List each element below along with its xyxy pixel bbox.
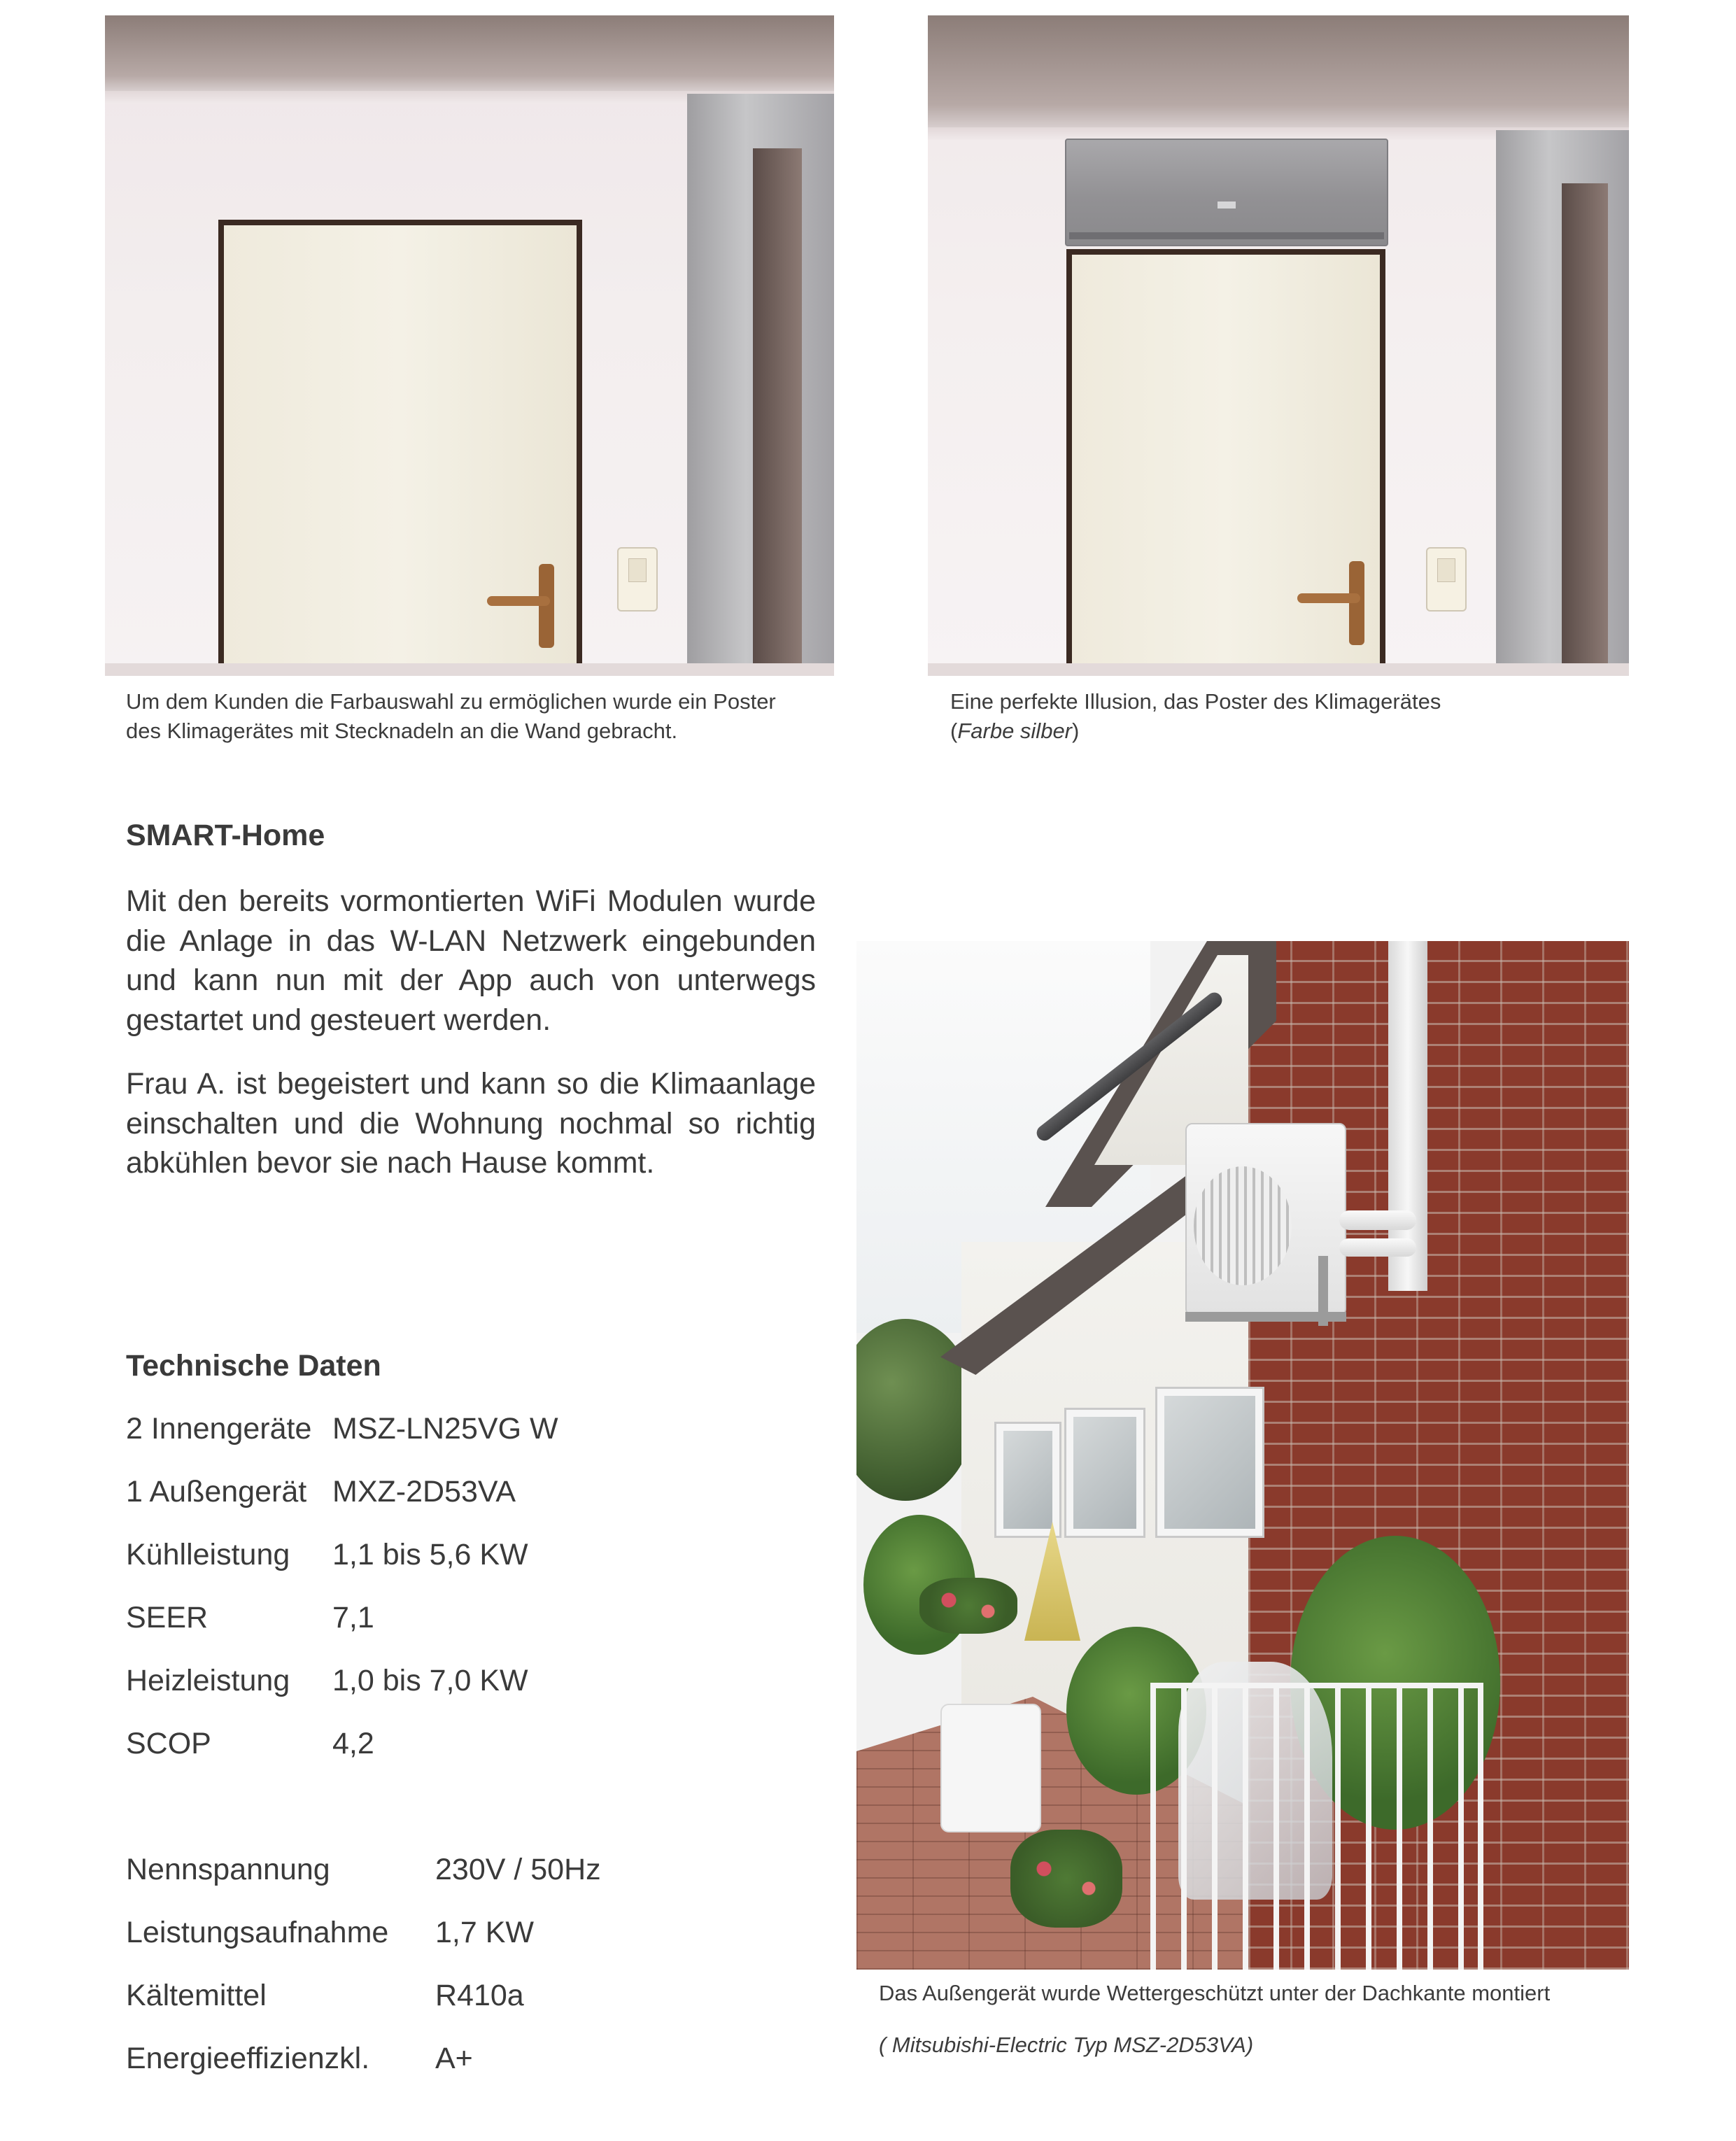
photo-wall-with-ac-poster — [928, 15, 1629, 676]
spec-value: MXZ-2D53VA — [332, 1475, 516, 1508]
spec-value: 1,7 KW — [435, 1916, 534, 1949]
caption-photo3-line2: ( Mitsubishi-Electric Typ MSZ-2D53VA) — [879, 2033, 1254, 2057]
spec-label: 1 Außengerät — [126, 1475, 307, 1508]
spec-value: MSZ-LN25VG W — [332, 1412, 558, 1446]
caption-photo2-line2 — [950, 716, 1441, 746]
window — [996, 1424, 1059, 1536]
door-handle-plate — [1349, 561, 1364, 645]
caption-photo2-paren-close: ) — [1072, 719, 1080, 743]
photo-outdoor-unit-house — [856, 941, 1629, 1970]
spec-label: Kältemittel — [126, 1979, 267, 2012]
caption-photo2-line1: Eine perfekte Illusion, das Poster des Klimagerätes — [950, 689, 1441, 714]
caption-photo1-line1: Um dem Kunden die Farbauswahl zu ermöglichen wurde ein Poster — [126, 689, 776, 714]
garden-chair — [940, 1704, 1041, 1832]
technical-data-heading: Technische Daten — [126, 1349, 381, 1383]
adjacent-doorway — [753, 148, 802, 676]
spec-label: SEER — [126, 1601, 209, 1634]
spec-label: Leistungsaufnahme — [126, 1916, 389, 1949]
light-switch — [1426, 547, 1467, 612]
ceiling — [105, 15, 834, 91]
flower-box — [919, 1578, 1017, 1634]
door-handle — [487, 596, 550, 606]
caption-photo2 — [950, 687, 1441, 746]
spec-label: Heizleistung — [126, 1664, 290, 1697]
ac-air-outlet — [1069, 232, 1384, 239]
door-handle-plate — [539, 564, 554, 648]
ac-logo — [1218, 202, 1236, 209]
window — [1157, 1389, 1262, 1536]
window — [1066, 1410, 1143, 1536]
spec-label: Kühlleistung — [126, 1538, 290, 1571]
wall-bracket — [1318, 1256, 1328, 1326]
spec-value: 4,2 — [332, 1727, 374, 1760]
caption-photo2-paren-open: ( — [950, 719, 958, 743]
smart-home-paragraph-2: Frau A. ist begeistert und kann so die Klimaanlage einschalten und die Wohnung nochmal so richtig abkühlen bevor sie nach Hause kommt. — [126, 1067, 816, 1180]
caption-photo1 — [126, 687, 776, 746]
spec-value: 1,1 bis 5,6 KW — [332, 1538, 528, 1571]
smart-home-heading: SMART-Home — [126, 819, 325, 852]
photo-wall-with-poster-placement — [105, 15, 834, 676]
door — [1072, 255, 1380, 676]
caption-photo3 — [879, 1979, 1550, 2060]
floor-edge — [105, 663, 834, 676]
spec-value: R410a — [435, 1979, 524, 2012]
refrigerant-pipe — [1339, 1210, 1416, 1230]
ac-indoor-unit-poster — [1065, 139, 1388, 246]
flower-bed — [1010, 1830, 1122, 1928]
refrigerant-pipe — [1339, 1238, 1416, 1257]
spec-label: SCOP — [126, 1727, 211, 1760]
spec-value: A+ — [435, 2042, 473, 2075]
door-handle — [1297, 593, 1360, 603]
light-switch — [617, 547, 658, 612]
fan-grille — [1194, 1166, 1292, 1285]
garden-railing — [1150, 1683, 1483, 1970]
door — [224, 225, 577, 676]
adjacent-doorway — [1562, 183, 1608, 676]
caption-photo1-line2: des Klimagerätes mit Stecknadeln an die Wand gebracht. — [126, 719, 678, 743]
spec-label: 2 Innengeräte — [126, 1412, 312, 1446]
caption-photo2-color: Farbe silber — [957, 719, 1073, 743]
spec-value: 1,0 bis 7,0 KW — [332, 1664, 528, 1697]
spec-label: Nennspannung — [126, 1853, 330, 1886]
caption-photo3-line1: Das Außengerät wurde Wettergeschützt unter der Dachkante montiert — [879, 1981, 1551, 2005]
spec-value: 7,1 — [332, 1601, 374, 1634]
smart-home-paragraph-1: Mit den bereits vormontierten WiFi Modulen wurde die Anlage in das W-LAN Netzwerk eingebunden und kann nun mit der App auch von unterwegs gestartet und gesteuert werden. — [126, 884, 816, 1037]
spec-label: Energieeffizienzkl. — [126, 2042, 370, 2075]
spec-value: 230V / 50Hz — [435, 1853, 601, 1886]
floor-edge — [928, 663, 1629, 676]
ceiling — [928, 15, 1629, 127]
